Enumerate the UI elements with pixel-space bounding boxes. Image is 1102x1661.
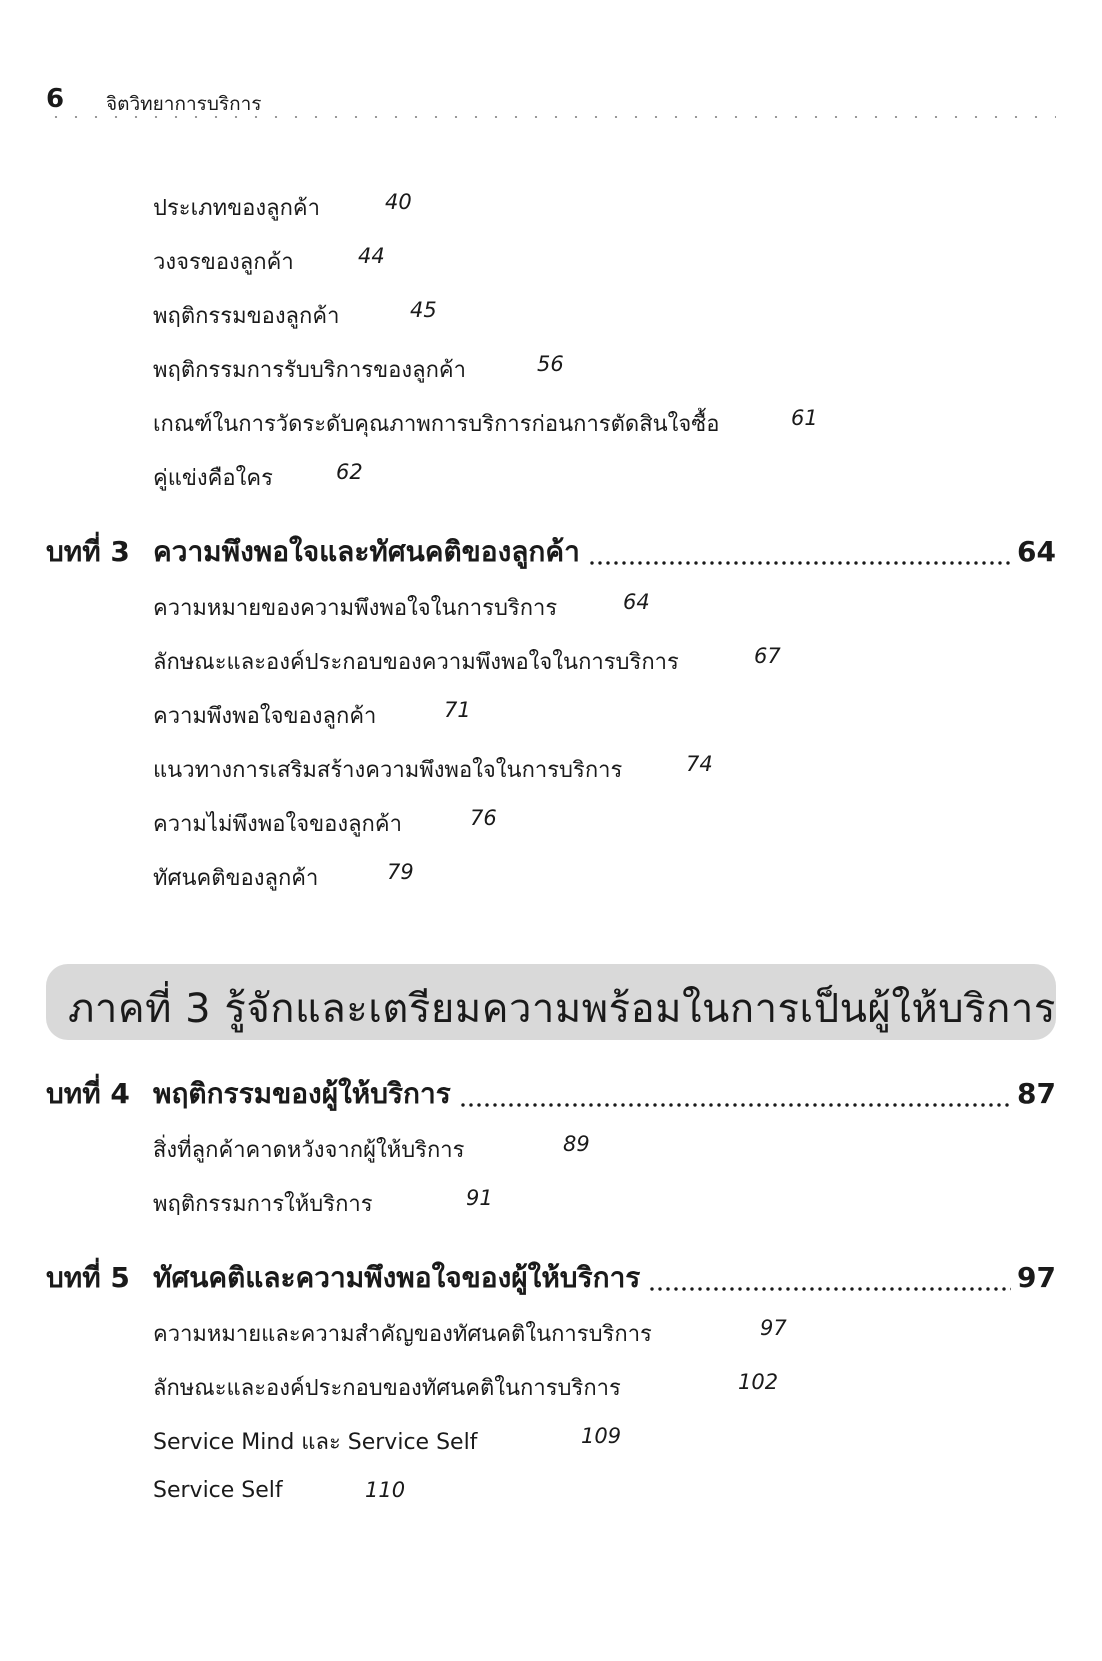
- toc-section-page: 91: [466, 1186, 493, 1210]
- toc-section-entry[interactable]: [153, 752, 1102, 806]
- page-number: 6: [46, 84, 65, 114]
- header-dotted-rule: [46, 116, 1056, 118]
- chapter-page: 64: [1017, 535, 1056, 568]
- toc-section-entry[interactable]: [153, 1316, 1102, 1370]
- toc-section-page: 102: [738, 1370, 779, 1394]
- toc-section-title: ความหมายและความสำคัญของทัศนคติในการบริการ: [153, 1322, 652, 1347]
- toc-section-title: ลักษณะและองค์ประกอบของทัศนคติในการบริการ: [153, 1376, 621, 1401]
- chapter-title: ความพึงพอใจและทัศนคติของลูกค้า: [153, 535, 580, 568]
- toc-section-title: Service Self: [153, 1478, 283, 1503]
- toc-section-title: วงจรของลูกค้า: [153, 250, 294, 275]
- toc-section-entry[interactable]: [153, 190, 1102, 244]
- toc-section-page: 71: [444, 698, 471, 722]
- toc-section-page: 89: [563, 1132, 590, 1156]
- toc-section-entry[interactable]: [153, 1424, 1102, 1478]
- toc-continuation-sections: [0, 190, 1102, 514]
- dot-leader: [648, 1287, 1011, 1291]
- toc-section-entry[interactable]: [153, 406, 1102, 460]
- part-title: ภาคที่ 3 รู้จักและเตรียมความพร้อมในการเป็นผู้ให้บริการ: [68, 986, 1056, 1032]
- toc-section-title: Service Mind และ Service Self: [153, 1430, 478, 1455]
- toc-chapter-5-sections: [0, 1316, 1102, 1532]
- toc-section-entry[interactable]: [153, 460, 1102, 514]
- toc-section-entry[interactable]: [153, 698, 1102, 752]
- toc-section-page: 45: [410, 298, 437, 322]
- toc-chapter-4-sections: [0, 1132, 1102, 1240]
- dot-leader: [588, 561, 1011, 565]
- toc-section-title: ความหมายของความพึงพอใจในการบริการ: [153, 596, 558, 621]
- toc-section-page: 79: [387, 860, 414, 884]
- toc-section-title: สิ่งที่ลูกค้าคาดหวังจากผู้ให้บริการ: [153, 1138, 465, 1163]
- toc-section-title: พฤติกรรมการรับบริการของลูกค้า: [153, 358, 466, 383]
- toc-section-title: พฤติกรรมการให้บริการ: [153, 1192, 373, 1217]
- toc-section-page: 97: [760, 1316, 787, 1340]
- toc-section-entry[interactable]: [153, 352, 1102, 406]
- toc-section-page: 76: [470, 806, 497, 830]
- toc-section-page: 67: [754, 644, 781, 668]
- toc-section-entry[interactable]: [153, 244, 1102, 298]
- chapter-page: 87: [1017, 1077, 1056, 1110]
- toc-section-entry[interactable]: [153, 590, 1102, 644]
- toc-section-page: 56: [537, 352, 564, 376]
- toc-section-page: 61: [791, 406, 818, 430]
- toc-section-page: 62: [336, 460, 363, 484]
- toc-section-title: พฤติกรรมของลูกค้า: [153, 304, 340, 329]
- toc-section-entry[interactable]: [153, 860, 1102, 914]
- toc-section-title: ลักษณะและองค์ประกอบของความพึงพอใจในการบริการ: [153, 650, 679, 675]
- toc-section-page: 44: [358, 244, 385, 268]
- page-header: [46, 80, 1056, 120]
- toc-section-title: ทัศนคติของลูกค้า: [153, 866, 319, 891]
- toc-section-page: 40: [385, 190, 412, 214]
- toc-section-page: 64: [623, 590, 650, 614]
- toc-section-title: ความไม่พึงพอใจของลูกค้า: [153, 812, 402, 837]
- toc-section-title: คู่แข่งคือใคร: [153, 466, 273, 491]
- chapter-title: ทัศนคติและความพึงพอใจของผู้ให้บริการ: [153, 1261, 641, 1294]
- toc-section-title: เกณฑ์ในการวัดระดับคุณภาพการบริการก่อนการตัดสินใจซื้อ: [153, 412, 720, 437]
- toc-section-entry[interactable]: [153, 298, 1102, 352]
- toc-section-entry[interactable]: [153, 1186, 1102, 1240]
- toc-chapter-3[interactable]: [46, 530, 1056, 574]
- dot-leader: [459, 1103, 1011, 1107]
- toc-section-entry[interactable]: [153, 1132, 1102, 1186]
- chapter-label: บทที่ 3: [46, 535, 130, 568]
- toc-section-entry[interactable]: [153, 644, 1102, 698]
- toc-section-title: ความพึงพอใจของลูกค้า: [153, 704, 377, 729]
- toc-section-page: 110: [365, 1478, 406, 1502]
- toc-section-entry[interactable]: [153, 1370, 1102, 1424]
- toc-section-entry[interactable]: [153, 1478, 1102, 1532]
- chapter-page: 97: [1017, 1261, 1056, 1294]
- toc-section-page: 74: [686, 752, 713, 776]
- chapter-label: บทที่ 5: [46, 1261, 130, 1294]
- toc-chapter-4[interactable]: [46, 1072, 1056, 1116]
- toc-chapter-5[interactable]: [46, 1256, 1056, 1300]
- toc-section-page: 109: [581, 1424, 622, 1448]
- toc-chapter-3-sections: [0, 590, 1102, 914]
- running-title: จิตวิทยาการบริการ: [106, 93, 262, 115]
- toc-section-title: แนวทางการเสริมสร้างความพึงพอใจในการบริการ: [153, 758, 623, 783]
- chapter-title: พฤติกรรมของผู้ให้บริการ: [153, 1077, 451, 1110]
- part-banner[interactable]: [46, 964, 1056, 1040]
- chapter-label: บทที่ 4: [46, 1077, 130, 1110]
- toc-section-title: ประเภทของลูกค้า: [153, 196, 320, 221]
- toc-section-entry[interactable]: [153, 806, 1102, 860]
